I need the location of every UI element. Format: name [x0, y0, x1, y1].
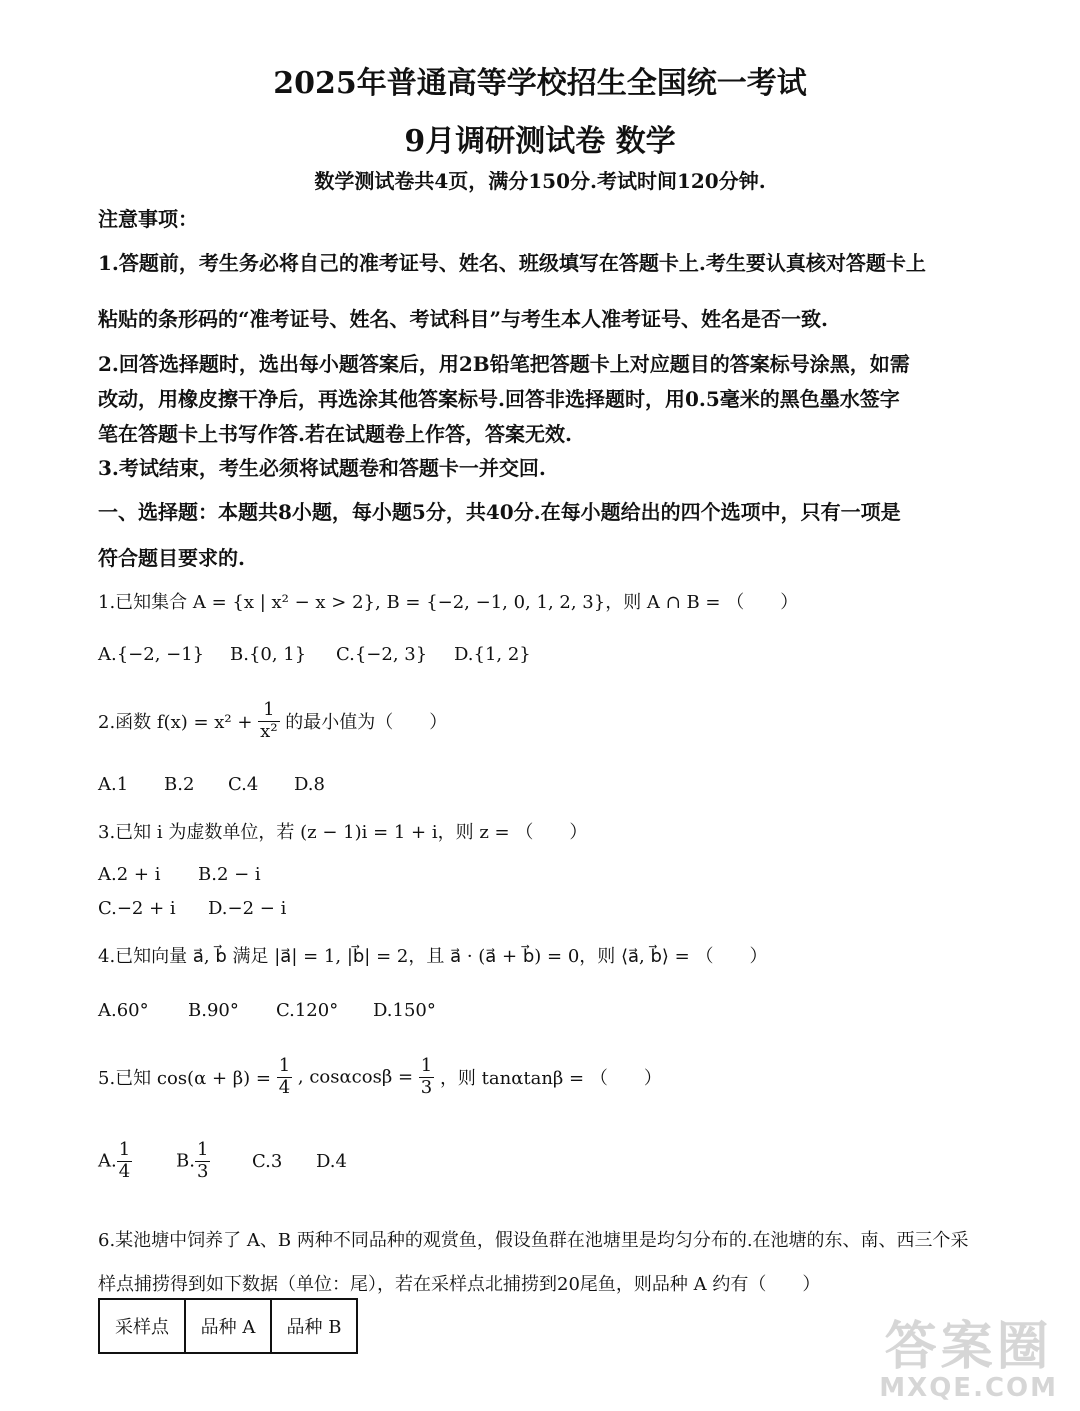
note-2-line-3: 笔在答题卡上书写作答.若在试题卷上作答，答案无效.	[98, 422, 572, 446]
option-fraction	[195, 1140, 210, 1182]
option-d: D.4	[316, 1150, 347, 1172]
notes-heading: 注意事项：	[98, 207, 198, 231]
option-a: A.2 + i	[98, 864, 161, 885]
question-4-stem: 4.已知向量 a⃗, b⃗ 满足 |a⃗| = 1, |b⃗| = 2，且 a⃗ · (a⃗ + b⃗) = 0，则 ⟨a⃗, b⃗⟩ = （ ）	[98, 946, 768, 967]
option-c: C.{−2, 3}	[336, 644, 428, 665]
option-c: C.−2 + i	[98, 898, 176, 919]
question-5-fraction-1	[277, 1056, 292, 1098]
section-heading-line-1: 一、选择题：本题共8小题，每小题5分，共40分.在每小题给出的四个选项中，只有一项是	[98, 500, 901, 524]
section-heading-line-2: 符合题目要求的.	[98, 546, 245, 570]
watermark-domain: MXQE.COM	[879, 1373, 1058, 1403]
option-b: B.90°	[188, 1000, 239, 1021]
table-header-species-b: 品种 B	[271, 1299, 357, 1353]
fraction-denominator: 4	[118, 1160, 131, 1182]
option-b: B.2	[164, 774, 195, 795]
option-label: A.	[98, 1150, 117, 1172]
question-5-options	[98, 1140, 347, 1182]
question-5-stem-post: ，则 tanαtanβ = （ ）	[439, 1068, 662, 1090]
question-6-line-2: 样点捕捞得到如下数据（单位：尾），若在采样点北捕捞到20尾鱼，则品种 A 约有（ ）	[98, 1274, 821, 1295]
watermark-logo	[879, 1317, 1058, 1403]
option-d: D.8	[294, 774, 325, 795]
option-d: D.−2 − i	[208, 898, 287, 919]
fraction-numerator: 1	[196, 1139, 209, 1160]
option-label: B.	[176, 1150, 195, 1172]
fraction-numerator: 1	[278, 1055, 291, 1076]
question-2-stem	[98, 700, 447, 742]
fraction-numerator: 1	[118, 1139, 131, 1160]
fraction-denominator: 3	[420, 1076, 433, 1098]
question-3-options-row-2	[98, 898, 286, 919]
note-3: 3.考试结束，考生必须将试题卷和答题卡一并交回.	[98, 456, 546, 480]
option-c: C.3	[252, 1150, 283, 1172]
question-5-stem-mid: , cosαcosβ =	[297, 1066, 419, 1088]
note-2-line-1: 2.回答选择题时，选出每小题答案后，用2B铅笔把答题卡上对应题目的答案标号涂黑，如需	[98, 352, 910, 376]
question-1-options	[98, 644, 531, 665]
question-5-stem-pre: 5.已知 cos(α + β) =	[98, 1068, 277, 1090]
question-3-options-row-1	[98, 864, 261, 885]
note-2-line-2: 改动，用橡皮擦干净后，再选涂其他答案标号.回答非选择题时，用0.5毫米的黑色墨水签字	[98, 387, 900, 411]
option-a: A.60°	[98, 1000, 149, 1021]
option-a: A.{−2, −1}	[98, 644, 205, 665]
option-d: D.150°	[373, 1000, 436, 1021]
question-2-stem-pre: 2.函数 f(x) = x² +	[98, 712, 259, 734]
exam-info: 数学测试卷共4页，满分150分.考试时间120分钟.	[314, 169, 766, 193]
fraction-denominator: x²	[260, 720, 278, 742]
option-a: A.1	[98, 774, 129, 795]
exam-subtitle: 9月调研测试卷 数学	[404, 124, 676, 159]
question-3-stem: 3.已知 i 为虚数单位，若 (z − 1)i = 1 + i，则 z = （ ）	[98, 822, 588, 843]
fraction-numerator: 1	[258, 700, 279, 722]
question-1-stem: 1.已知集合 A = {x | x² − x > 2}, B = {−2, −1, 0, 1, 2, 3}，则 A ∩ B = （ ）	[98, 592, 799, 613]
question-2-stem-post: 的最小值为（ ）	[285, 712, 448, 734]
question-2-fraction	[258, 700, 279, 742]
exam-title: 2025年普通高等学校招生全国统一考试	[273, 66, 807, 101]
option-b: B.2 − i	[198, 864, 261, 885]
option-a	[98, 1140, 176, 1182]
note-1-line-1: 1.答题前，考生务必将自己的准考证号、姓名、班级填写在答题卡上.考生要认真核对答题卡上	[98, 251, 926, 275]
question-4-options	[98, 1000, 436, 1021]
question-2-options	[98, 774, 325, 795]
note-1-line-2: 粘贴的条形码的“准考证号、姓名、考试科目”与考生本人准考证号、姓名是否一致.	[98, 307, 828, 331]
table-row	[99, 1299, 357, 1353]
watermark-text: 答案圈	[884, 1317, 1053, 1377]
question-6-line-1: 6.某池塘中饲养了 A、B 两种不同品种的观赏鱼，假设鱼群在池塘里是均匀分布的.在池塘的东、南、西三个采	[98, 1230, 969, 1251]
option-c: C.4	[228, 774, 259, 795]
option-b	[176, 1140, 252, 1182]
option-d: D.{1, 2}	[454, 644, 531, 665]
question-5-fraction-2	[419, 1056, 434, 1098]
fraction-denominator: 4	[278, 1076, 291, 1098]
table-header-sampling-point: 采样点	[99, 1299, 185, 1353]
option-fraction	[117, 1140, 132, 1182]
table-header-species-a: 品种 A	[185, 1299, 271, 1353]
question-5-stem	[98, 1056, 662, 1098]
fraction-denominator: 3	[196, 1160, 209, 1182]
sampling-table	[98, 1298, 358, 1354]
fraction-numerator: 1	[420, 1055, 433, 1076]
option-b: B.{0, 1}	[230, 644, 307, 665]
option-c: C.120°	[276, 1000, 339, 1021]
